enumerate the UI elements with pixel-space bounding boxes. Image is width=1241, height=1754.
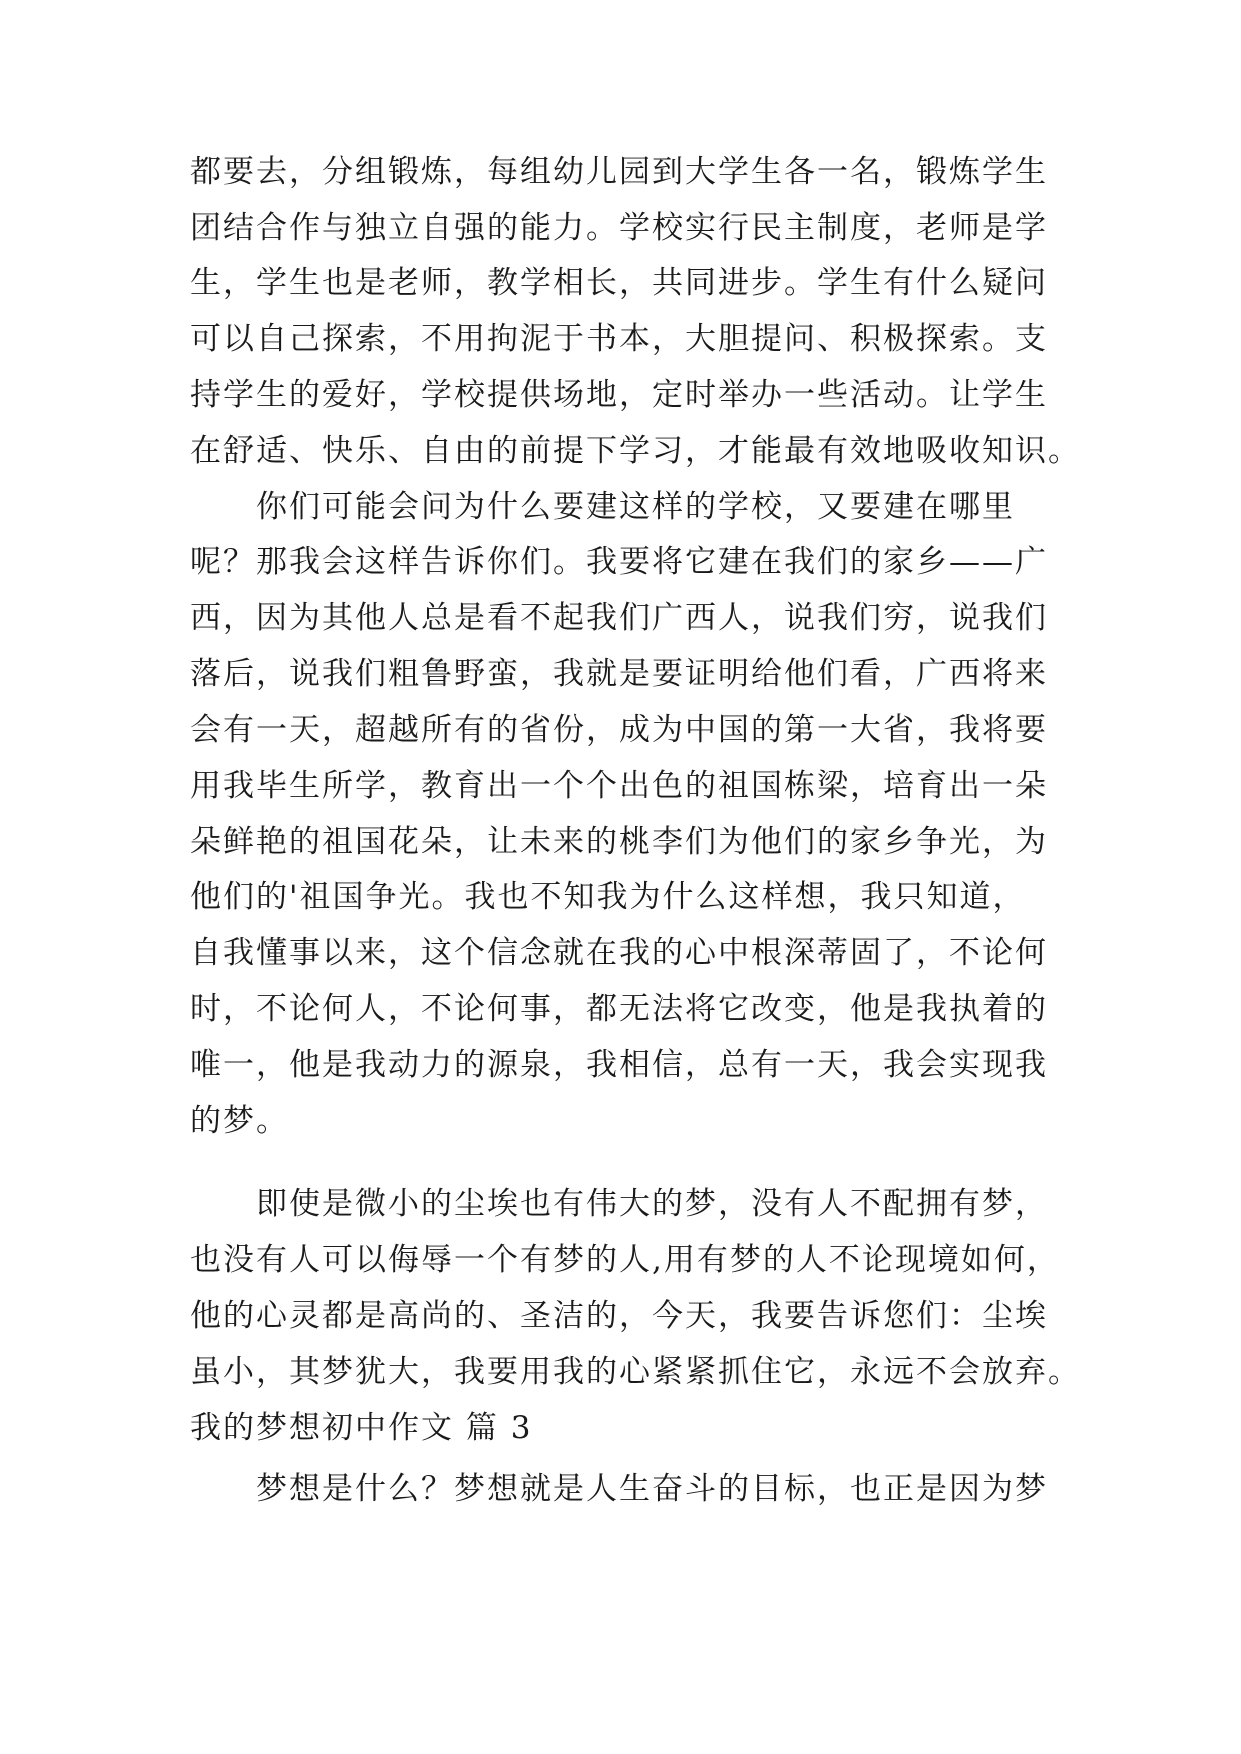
- text-line: 落后，说我们粗鲁野蛮，我就是要证明给他们看，广西将来: [190, 656, 1048, 692]
- text-line: 呢？那我会这样告诉你们。我要将它建在我们的家乡——广: [190, 544, 1048, 580]
- text-line: 在舒适、快乐、自由的前提下学习，才能最有效地吸收知识。: [190, 433, 1081, 469]
- paragraph-first-line: 即使是微小的尘埃也有伟大的梦，没有人不配拥有梦，: [256, 1186, 1048, 1222]
- text-line: 唯一，他是我动力的源泉，我相信，总有一天，我会实现我: [190, 1047, 1048, 1083]
- text-line: 的梦。: [190, 1103, 289, 1139]
- text-line: 时，不论何人，不论何事，都无法将它改变，他是我执着的: [190, 991, 1048, 1027]
- text-line: 他们的'祖国争光。我也不知我为什么这样想，我只知道，: [190, 879, 1026, 915]
- text-line: 用我毕生所学，教育出一个个出色的祖国栋梁，培育出一朵: [190, 768, 1048, 804]
- text-line: 虽小，其梦犹大，我要用我的心紧紧抓住它，永远不会放弃。: [190, 1354, 1081, 1390]
- text-line: 西，因为其他人总是看不起我们广西人，说我们穷，说我们: [190, 600, 1048, 636]
- text-line: 会有一天，超越所有的省份，成为中国的第一大省，我将要: [190, 712, 1048, 748]
- text-line: 持学生的爱好，学校提供场地，定时举办一些活动。让学生: [190, 377, 1048, 413]
- paragraph-first-line: 你们可能会问为什么要建这样的学校，又要建在哪里: [256, 489, 1015, 525]
- text-line: 生，学生也是老师，教学相长，共同进步。学生有什么疑问: [190, 265, 1048, 301]
- text-line: 也没有人可以侮辱一个有梦的人,用有梦的人不论现境如何，: [190, 1242, 1060, 1278]
- text-line: 自我懂事以来，这个信念就在我的心中根深蒂固了，不论何: [190, 935, 1048, 971]
- paragraph-first-line: 梦想是什么？梦想就是人生奋斗的目标，也正是因为梦: [256, 1471, 1048, 1507]
- text-line: 他的心灵都是高尚的、圣洁的，今天，我要告诉您们：尘埃: [190, 1298, 1048, 1334]
- text-line: 可以自己探索，不用拘泥于书本，大胆提问、积极探索。支: [190, 321, 1048, 357]
- text-line: 都要去，分组锻炼，每组幼儿园到大学生各一名，锻炼学生: [190, 154, 1048, 190]
- text-line: 朵鲜艳的祖国花朵，让未来的桃李们为他们的家乡争光，为: [190, 824, 1048, 860]
- text-line: 团结合作与独立自强的能力。学校实行民主制度，老师是学: [190, 210, 1048, 246]
- section-heading: 我的梦想初中作文 篇 3: [190, 1410, 533, 1446]
